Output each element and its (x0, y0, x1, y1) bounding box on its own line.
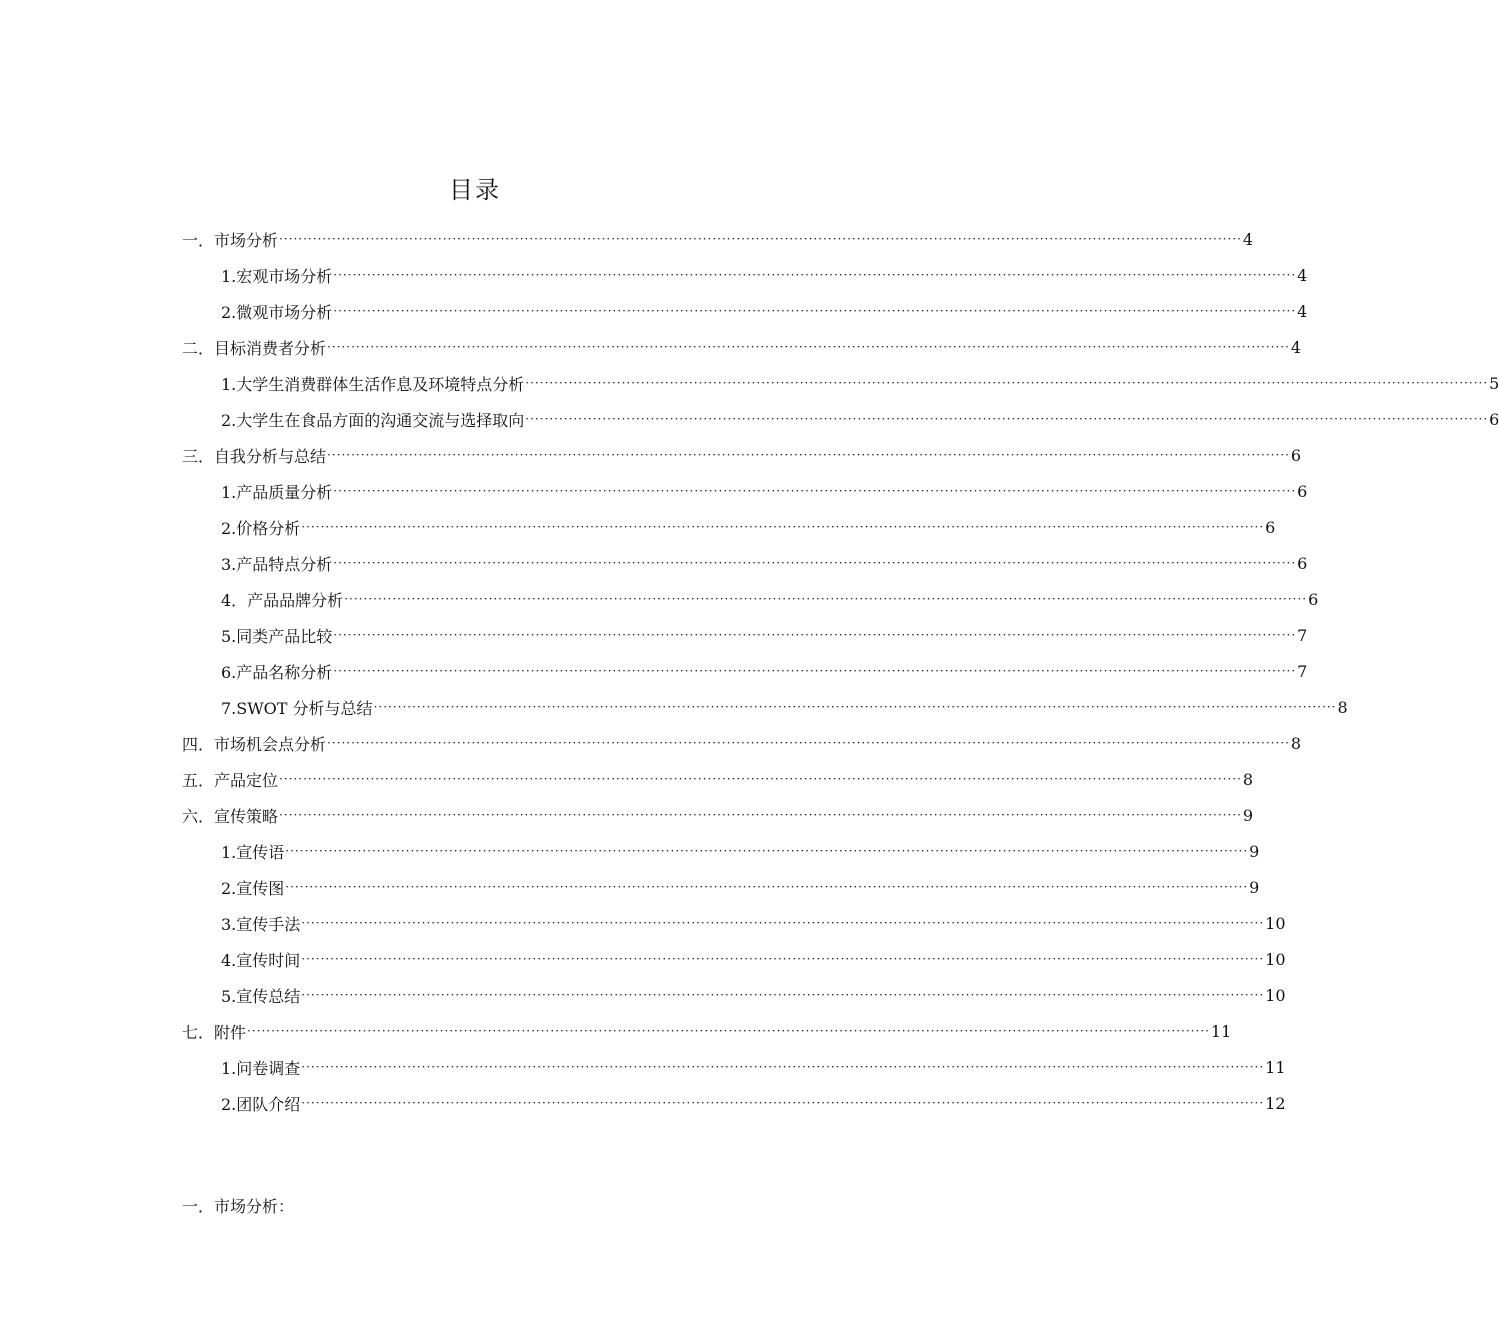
toc-entry[interactable] (182, 977, 1286, 1013)
toc-leader-dots: ········································································································································································································ (333, 664, 1297, 678)
toc-entry-label: 5.同类产品比较 (221, 626, 333, 646)
toc-entry-page: 10 (1265, 949, 1286, 969)
toc-entry-page: 4 (1297, 301, 1308, 321)
toc-entry-label: 2.微观市场分析 (221, 302, 333, 322)
toc-leader-dots: ········································································································································································································ (525, 376, 1489, 390)
toc-leader-dots: ········································································································································································································ (301, 1060, 1265, 1074)
toc-entry-page: 4 (1297, 265, 1308, 285)
toc-entry-label: 3.产品特点分析 (221, 554, 333, 574)
toc-entry-label: 2.大学生在食品方面的沟通交流与选择取向 (221, 410, 525, 430)
toc-entry[interactable] (182, 653, 1308, 689)
toc-entry-page: 6 (1290, 445, 1302, 465)
toc-entry[interactable] (182, 365, 1499, 401)
toc-leader-dots: ········································································································································································································ (247, 1024, 1210, 1038)
toc-entry[interactable] (182, 1085, 1286, 1121)
toc-entry-label: 1.大学生消费群体生活作息及环境特点分析 (221, 374, 525, 394)
toc-entry-page: 6 (1265, 517, 1276, 537)
toc-leader-dots: ········································································································································································································ (373, 700, 1337, 714)
toc-entry-label: 一．市场分析 (182, 230, 279, 250)
toc-entry[interactable] (182, 905, 1286, 941)
toc-entry[interactable] (182, 293, 1308, 329)
toc-leader-dots: ········································································································································································································ (301, 520, 1265, 534)
toc-entry-label: 五．产品定位 (182, 770, 279, 790)
toc-entry[interactable] (182, 329, 1302, 365)
toc-entry-label: 2.团队介绍 (221, 1094, 301, 1114)
toc-entry[interactable] (182, 437, 1302, 473)
toc-entry-label: 三．自我分析与总结 (182, 446, 327, 466)
toc-leader-dots: ········································································································································································································ (333, 268, 1297, 282)
toc-entry[interactable] (182, 941, 1286, 977)
toc-entry-label: 四．市场机会点分析 (182, 734, 327, 754)
toc-leader-dots: ········································································································································································································ (279, 232, 1242, 246)
section-heading: 一．市场分析： (182, 1197, 295, 1216)
toc-entry-page: 6 (1308, 589, 1319, 609)
toc-entry-label: 2.宣传图 (221, 878, 285, 898)
toc-entry[interactable] (182, 617, 1308, 653)
toc-leader-dots: ········································································································································································································ (285, 844, 1249, 858)
toc-leader-dots: ········································································································································································································ (301, 916, 1265, 930)
toc-leader-dots: ········································································································································································································ (333, 556, 1297, 570)
toc-entry[interactable] (182, 833, 1260, 869)
toc-entry-page: 9 (1249, 841, 1260, 861)
toc-entry[interactable] (182, 401, 1499, 437)
toc-entry-label: 4．产品品牌分析 (221, 590, 344, 610)
toc-entry-page: 9 (1242, 805, 1254, 825)
toc-entry-page: 4 (1290, 337, 1302, 357)
toc-entry-label: 七．附件 (182, 1022, 247, 1042)
toc-leader-dots: ········································································································································································································ (279, 772, 1242, 786)
toc-leader-dots: ········································································································································································································ (285, 880, 1249, 894)
toc-entry-label: 7.SWOT 分析与总结 (221, 698, 373, 718)
toc-entry[interactable] (182, 761, 1254, 797)
toc-entry-label: 六．宣传策略 (182, 806, 279, 826)
toc-entry-page: 9 (1249, 877, 1260, 897)
toc-entry[interactable] (182, 221, 1254, 257)
toc-entry-label: 5.宣传总结 (221, 986, 301, 1006)
toc-entry[interactable] (182, 725, 1302, 761)
toc-leader-dots: ········································································································································································································ (327, 340, 1290, 354)
toc-leader-dots: ········································································································································································································ (301, 952, 1265, 966)
toc-leader-dots: ········································································································································································································ (327, 448, 1290, 462)
toc-entry-label: 1.宣传语 (221, 842, 285, 862)
toc-entry-label: 二．目标消费者分析 (182, 338, 327, 358)
toc-entry-page: 6 (1297, 481, 1308, 501)
toc-leader-dots: ········································································································································································································ (333, 628, 1297, 642)
toc-entry-page: 8 (1242, 769, 1254, 789)
table-of-contents (182, 221, 1499, 1121)
toc-entry-page: 11 (1265, 1057, 1286, 1077)
toc-entry-label: 1.问卷调查 (221, 1058, 301, 1078)
toc-leader-dots: ········································································································································································································ (344, 592, 1308, 606)
toc-leader-dots: ········································································································································································································ (279, 808, 1242, 822)
toc-entry[interactable] (182, 473, 1308, 509)
toc-entry[interactable] (182, 257, 1308, 293)
toc-entry-page: 7 (1297, 661, 1308, 681)
toc-entry-page: 8 (1337, 697, 1348, 717)
toc-entry-label: 1.产品质量分析 (221, 482, 333, 502)
toc-entry[interactable] (182, 545, 1308, 581)
toc-leader-dots: ········································································································································································································ (333, 304, 1297, 318)
toc-entry-label: 3.宣传手法 (221, 914, 301, 934)
toc-entry[interactable] (182, 581, 1319, 617)
toc-leader-dots: ········································································································································································································ (525, 412, 1489, 426)
toc-entry[interactable] (182, 1049, 1286, 1085)
toc-leader-dots: ········································································································································································································ (301, 988, 1265, 1002)
toc-entry-page: 4 (1242, 229, 1254, 249)
toc-title: 目录 (449, 176, 501, 204)
toc-leader-dots: ········································································································································································································ (333, 484, 1297, 498)
toc-entry[interactable] (182, 689, 1348, 725)
toc-entry-page: 7 (1297, 625, 1308, 645)
toc-entry-page: 10 (1265, 913, 1286, 933)
toc-entry-label: 1.宏观市场分析 (221, 266, 333, 286)
toc-leader-dots: ········································································································································································································ (301, 1096, 1265, 1110)
toc-entry-page: 6 (1297, 553, 1308, 573)
toc-entry-page: 12 (1265, 1093, 1286, 1113)
toc-entry-page: 6 (1489, 409, 1499, 429)
toc-entry-page: 10 (1265, 985, 1286, 1005)
toc-entry[interactable] (182, 509, 1276, 545)
toc-entry-page: 11 (1210, 1021, 1232, 1041)
toc-entry-label: 2.价格分析 (221, 518, 301, 538)
toc-entry[interactable] (182, 1013, 1232, 1049)
toc-entry-page: 5 (1489, 373, 1499, 393)
toc-entry-label: 6.产品名称分析 (221, 662, 333, 682)
toc-entry-label: 4.宣传时间 (221, 950, 301, 970)
toc-entry[interactable] (182, 797, 1254, 833)
toc-entry[interactable] (182, 869, 1260, 905)
toc-leader-dots: ········································································································································································································ (327, 736, 1290, 750)
toc-entry-page: 8 (1290, 733, 1302, 753)
